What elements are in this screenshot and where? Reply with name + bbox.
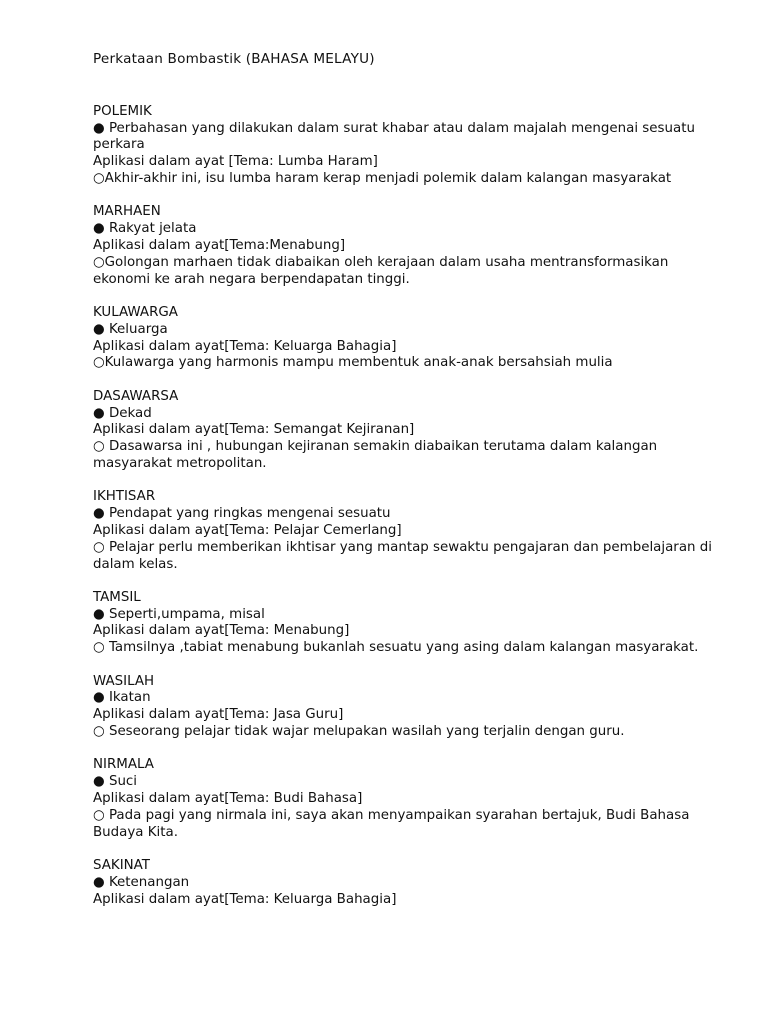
entry-meaning: ● Ikatan [93,690,151,706]
entry-example: ○ Seseorang pelajar tidak wajar melupakan wasilah yang terjalin dengan guru. [93,724,625,740]
entry-term: TAMSIL [93,589,141,605]
entry-example: ○ Dasawarsa ini , hubungan kejiranan semakin diabaikan terutama dalam kalangan masyarakat metropolitan. [93,439,662,471]
entry-ikhtisar [93,489,728,573]
entry-meaning: ● Seperti,umpama, misal [93,606,265,622]
entry-meaning: ● Suci [93,774,138,790]
entry-dasawarsa [93,389,728,473]
entry-application: Aplikasi dalam ayat[Tema: Pelajar Cemerlang] [93,522,402,538]
entry-list [93,104,728,909]
entry-term: KULAWARGA [93,304,178,320]
entry-example: ○Golongan marhaen tidak diabaikan oleh kerajaan dalam usaha mentransformasikan ekonomi ke arah negara berpendapatan tinggi. [93,254,673,287]
entry-tamsil [93,590,728,657]
entry-meaning: ● Dekad [93,405,152,421]
entry-marhaen [93,204,728,288]
entry-term: SAKINAT [93,858,150,874]
entry-meaning: ● Rakyat jelata [93,221,197,237]
entry-application: Aplikasi dalam ayat[Tema: Keluarga Bahagia] [93,891,397,907]
entry-example: ○ Tamsilnya ,tabiat menabung bukanlah sesuatu yang asing dalam kalangan masyarakat. [93,640,699,656]
entry-example: ○ Pelajar perlu memberikan ikhtisar yang mantap sewaktu pengajaran dan pembelajaran di dalam kelas. [93,539,717,572]
entry-meaning: ● Keluarga [93,321,168,337]
entry-wasilah [93,674,728,741]
entry-application: Aplikasi dalam ayat[Tema: Menabung] [93,623,350,639]
entry-application: Aplikasi dalam ayat[Tema:Menabung] [93,237,346,253]
entry-term: POLEMIK [93,103,152,119]
entry-term: DASAWARSA [93,388,179,404]
entry-application: Aplikasi dalam ayat[Tema: Semangat Kejiranan] [93,422,415,438]
entry-term: WASILAH [93,673,155,689]
entry-example: ○Kulawarga yang harmonis mampu membentuk anak-anak bersahsiah mulia [93,355,613,371]
entry-term: MARHAEN [93,204,161,220]
entry-meaning: ● Perbahasan yang dilakukan dalam surat khabar atau dalam majalah mengenai sesuatu perkara [93,120,700,153]
entry-term: NIRMALA [93,757,154,773]
entry-application: Aplikasi dalam ayat[Tema: Budi Bahasa] [93,791,363,807]
entry-application: Aplikasi dalam ayat [Tema: Lumba Haram] [93,154,378,170]
entry-meaning: ● Ketenangan [93,874,190,890]
entry-polemik [93,104,728,188]
entry-meaning: ● Pendapat yang ringkas mengenai sesuatu [93,506,391,522]
document-title: Perkataan Bombastik (BAHASA MELAYU) [93,51,375,67]
entry-sakinat [93,858,728,908]
entry-kulawarga [93,305,728,372]
entry-application: Aplikasi dalam ayat[Tema: Jasa Guru] [93,707,344,723]
entry-example: ○Akhir-akhir ini, isu lumba haram kerap menjadi polemik dalam kalangan masyarakat [93,170,672,186]
entry-application: Aplikasi dalam ayat[Tema: Keluarga Bahagia] [93,338,397,354]
entry-example: ○ Pada pagi yang nirmala ini, saya akan menyampaikan syarahan bertajuk, Budi Bahasa Budaya Kita. [93,807,694,840]
entry-nirmala [93,757,728,841]
entry-term: IKHTISAR [93,489,156,505]
